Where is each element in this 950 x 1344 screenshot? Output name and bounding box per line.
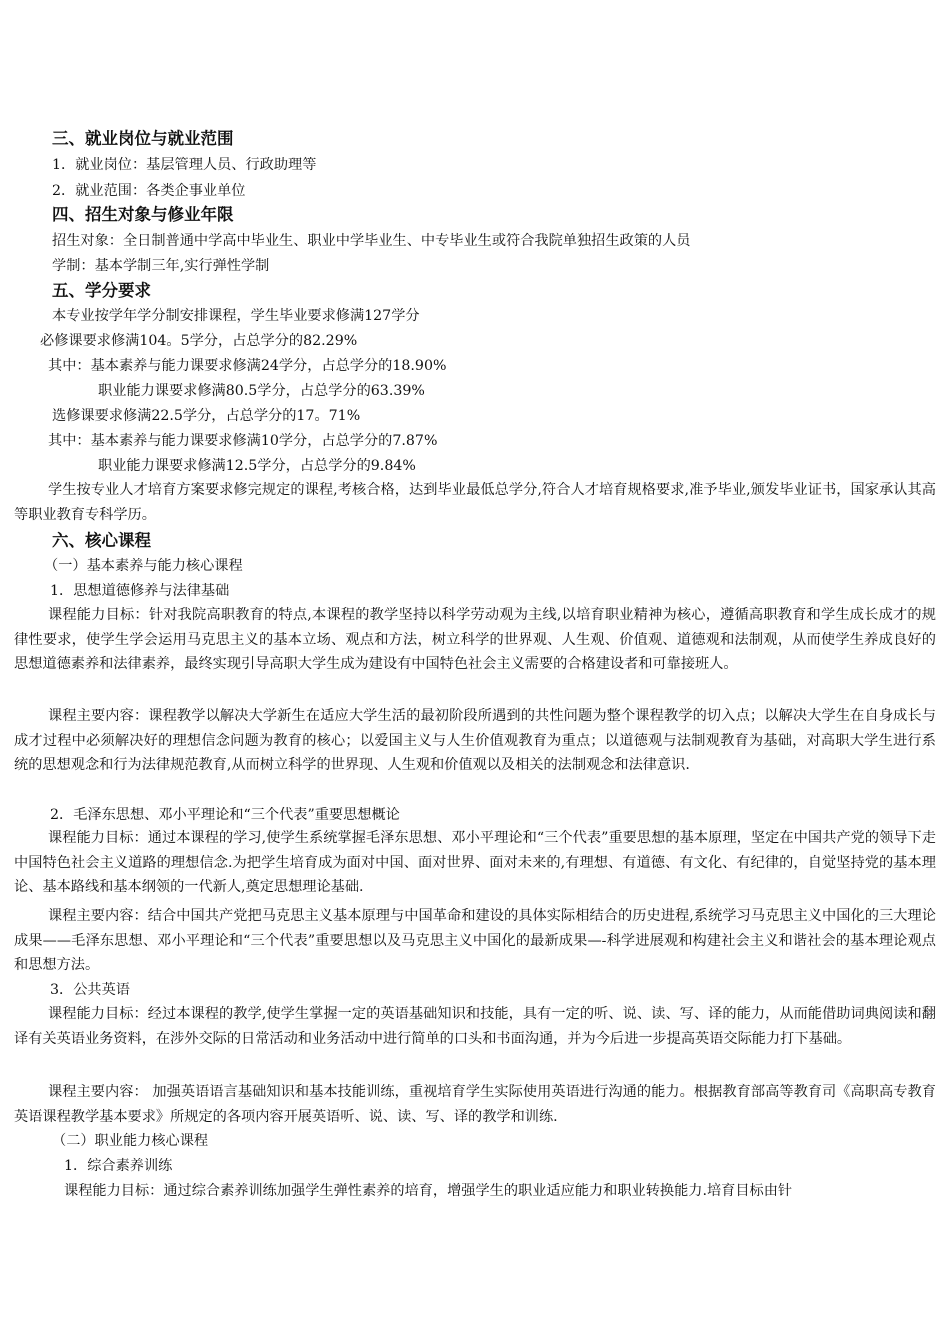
credits-total: 本专业按学年学分制安排课程，学生毕业要求修满127学分 bbox=[52, 308, 420, 324]
credits-required-vocational: 职业能力课要求修满80.5学分，占总学分的63.39% bbox=[98, 383, 425, 399]
study-duration: 学制：基本学制三年,实行弹性学制 bbox=[52, 258, 270, 274]
employment-scope: 2．就业范围：各类企事业单位 bbox=[52, 183, 246, 199]
course-3-title: 3．公共英语 bbox=[50, 982, 130, 998]
employment-positions: 1．就业岗位：基层管理人员、行政助理等 bbox=[52, 157, 317, 173]
graduation-paragraph: 学生按专业人才培育方案要求修完规定的课程,考核合格，达到毕业最低总学分,符合人才培育规格要求,准予毕业,颁发毕业证书，国家承认其高等职业教育专科学历。 bbox=[14, 482, 936, 523]
credits-elective-vocational: 职业能力课要求修满12.5学分，占总学分的9.84% bbox=[98, 458, 416, 474]
credits-elective: 选修课要求修满22.5学分，占总学分的17。71% bbox=[52, 408, 361, 424]
course-1-title: 1．思想道德修养与法律基础 bbox=[50, 583, 230, 599]
course-3-content: 课程主要内容： 加强英语语言基础知识和基本技能训练，重视培育学生实际使用英语进行沟通的能力。根据教育部高等教育司《高职高专教育英语课程教学基本要求》所规定的各项内容开展英语听、说、读、写、译的教学和训练. bbox=[14, 1084, 936, 1125]
vocational-course-1-objective: 课程能力目标：通过综合素养训练加强学生弹性素养的培育，增强学生的职业适应能力和职业转换能力.培育目标由针 bbox=[64, 1183, 793, 1199]
course-2-title: 2．毛泽东思想、邓小平理论和“三个代表”重要思想概论 bbox=[50, 807, 400, 823]
section-heading-credits: 五、学分要求 bbox=[52, 281, 151, 300]
credits-elective-basic: 其中：基本素养与能力课要求修满10学分，占总学分的7.87% bbox=[48, 433, 438, 449]
credits-required-basic: 其中：基本素养与能力课要求修满24学分，占总学分的18.90% bbox=[48, 358, 447, 374]
section-heading-core-courses: 六、核心课程 bbox=[52, 531, 151, 550]
subsection-basic-core: （一）基本素养与能力核心课程 bbox=[44, 558, 243, 574]
section-heading-enrollment: 四、招生对象与修业年限 bbox=[52, 205, 234, 224]
vocational-course-1-title: 1．综合素养训练 bbox=[64, 1158, 173, 1174]
enrollment-target: 招生对象：全日制普通中学高中毕业生、职业中学毕业生、中专毕业生或符合我院单独招生政策的人员 bbox=[52, 233, 691, 249]
course-1-objective: 课程能力目标：针对我院高职教育的特点,本课程的教学坚持以科学劳动观为主线,以培育职业精神为核心，遵循高职教育和学生成长成才的规律性要求，使学生学会运用马克思主义的基本立场、观点和方法，树立科学的世界观、人生观、价值观、道德观和法制观，从而使学生养成良好的思想道德素养和法律素养，最终实现引导高职大学生成为建设有中国特色社会主义需要的合格建设者和可靠接班人。 bbox=[14, 607, 936, 673]
course-2-objective: 课程能力目标：通过本课程的学习,使学生系统掌握毛泽东思想、邓小平理论和“三个代表”重要思想的基本原理，坚定在中国共产党的领导下走中国特色社会主义道路的理想信念.为把学生培育成为面对中国、面对世界、面对未来的,有理想、有道德、有文化、有纪律的，自觉坚持党的基本理论、基本路线和基本纲领的一代新人,奠定思想理论基础. bbox=[14, 830, 936, 896]
section-heading-employment: 三、就业岗位与就业范围 bbox=[52, 129, 234, 148]
credits-required: 必修课要求修满104。5学分，占总学分的82.29% bbox=[40, 333, 358, 349]
course-3-objective: 课程能力目标：经过本课程的教学,使学生掌握一定的英语基础知识和技能，具有一定的听、说、读、写、译的能力，从而能借助词典阅读和翻译有关英语业务资料，在涉外交际的日常活动和业务活动中进行简单的口头和书面沟通，并为今后进一步提高英语交际能力打下基础。 bbox=[14, 1006, 936, 1047]
subsection-vocational-core: （二）职业能力核心课程 bbox=[52, 1133, 209, 1149]
course-2-content: 课程主要内容：结合中国共产党把马克思主义基本原理与中国革命和建设的具体实际相结合的历史进程,系统学习马克思主义中国化的三大理论成果——毛泽东思想、邓小平理论和“三个代表”重要思想以及马克思主义中国化的最新成果—-科学进展观和构建社会主义和谐社会的基本理论观点和思想方法。 bbox=[14, 908, 936, 974]
course-1-content: 课程主要内容：课程教学以解决大学新生在适应大学生活的最初阶段所遇到的共性问题为整个课程教学的切入点；以解决大学生在自身成长与成才过程中必须解决好的理想信念问题为教育的核心；以爱国主义与人生价值观教育为重点；以道德观与法制观教育为基础，对高职大学生进行系统的思想观念和行为法律规范教育,从而树立科学的世界现、人生观和价值观以及相关的法制观念和法律意识. bbox=[14, 708, 936, 774]
